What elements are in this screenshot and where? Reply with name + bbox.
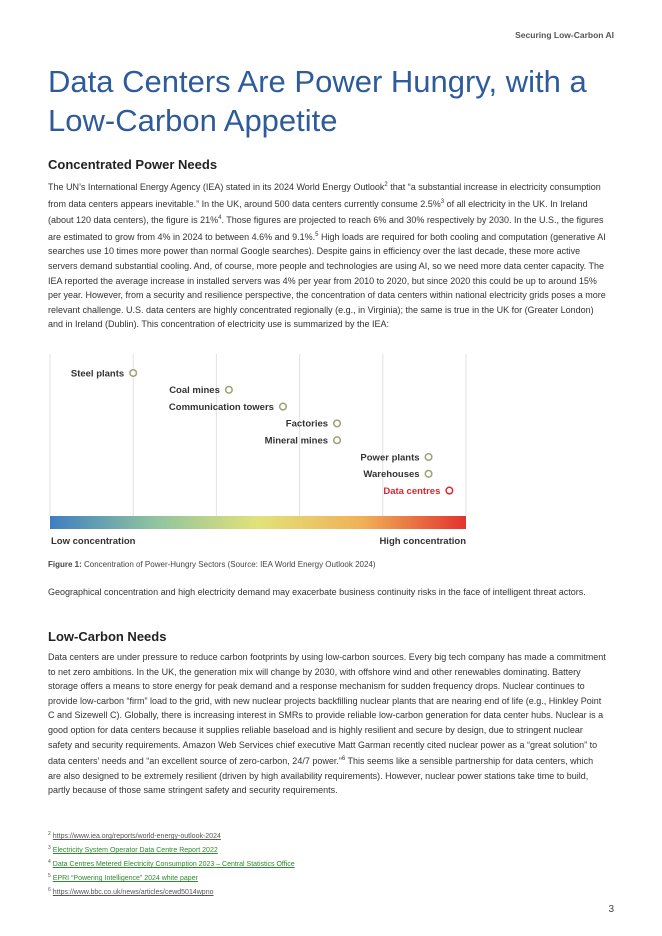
- point-coal-mines: [226, 387, 233, 394]
- footnote-link[interactable]: Electricity System Operator Data Centre Report 2022: [52, 847, 218, 854]
- footnote: [48, 844, 295, 858]
- section-heading-low-carbon: Low-Carbon Needs: [48, 629, 167, 644]
- para-text: The UN’s International Energy Agency (IEA) stated in its 2024 World Energy Outlook: [48, 182, 385, 192]
- footnote-link[interactable]: Data Centres Metered Electricity Consumption 2023 – Central Statistics Office: [52, 861, 295, 868]
- axis-label-low: Low concentration: [51, 536, 136, 547]
- para-text: . Those figures are projected to reach 6% and 30% respectively by 2030. In the U.S., the figures are estimated to grow from 4% in 2024 to between 4.6% and 9.1%.: [48, 215, 604, 242]
- paragraph-continuity-risks: Geographical concentration and high electricity demand may exacerbate business continuity risks in the face of intelligent threat actors.: [48, 587, 586, 597]
- footnote-ref[interactable]: 2: [384, 182, 388, 188]
- point-mineral-mines: [334, 437, 341, 444]
- page-number: 3: [608, 904, 614, 915]
- point-steel-plants: [130, 370, 137, 377]
- paragraph-low-carbon: [48, 650, 608, 798]
- footnote-number: 3: [48, 845, 51, 851]
- footnotes: [48, 830, 295, 900]
- figure-caption: [48, 560, 376, 569]
- running-header: Securing Low-Carbon AI: [515, 30, 614, 40]
- para-text: of all electricity in the UK. In Ireland (about 120 data centers), the figure is 21%: [48, 198, 588, 226]
- footnote: [48, 830, 295, 844]
- point-warehouses: [425, 471, 432, 478]
- footnote-number: 4: [48, 859, 51, 865]
- concentration-chart: [48, 348, 473, 553]
- point-label-mineral-mines: Mineral mines: [264, 435, 329, 447]
- point-label-warehouses: Warehouses: [363, 469, 420, 481]
- para-text: Data centers are under pressure to reduce carbon footprints by using low-carbon sources. Every big tech company has made a commitment to net zero ambitions. In the UK, the generation mix will change by 2030, with offshore wind and other renewables dominating. Battery storage offers a means to store energy for peak demand and a response mechanism for sudden frequency drops. Nuclear continues to provide low-carbon “firm” load to the grid, with new nuclear projects backfilling nuclear plants that are nearing end of life (e.g., Hinkley Point C and Sizewell C). Globally, there is increasing interest in SMRs to provide reliable low-carbon generation for data center hubs. Nuclear is a good option for data centers because it supplies reliable baseload and is highly resilient and secure by design, due to stringent nuclear safety and security requirements. Amazon Web Services chief executive Matt Garman recently cited nuclear power as a “great solution” to data centers’ needs and “an excellent source of zero-carbon, 24/7 power.”: [48, 652, 606, 767]
- footnote-link[interactable]: EPRI “Powering Intelligence” 2024 white paper: [52, 875, 198, 882]
- point-label-factories: Factories: [285, 418, 329, 430]
- footnote-ref[interactable]: 6: [341, 756, 346, 763]
- footnote: [48, 886, 295, 900]
- figure-label: Figure 1:: [48, 560, 82, 569]
- point-data-centres: [446, 487, 453, 494]
- axis-label-high: High concentration: [379, 536, 466, 547]
- footnote: [48, 858, 295, 872]
- footnote-number: 5: [48, 873, 51, 879]
- para-text: that “a substantial increase in electricity consumption from data centers appears inevitable.” In the UK, around 500 data centers currently consume 2.5%: [48, 182, 601, 209]
- page-title: Data Centers Are Power Hungry, with a Low-Carbon Appetite: [48, 64, 587, 138]
- concentration-gradient-bar: [50, 516, 466, 529]
- footnote-ref[interactable]: 4: [218, 215, 222, 222]
- point-power-plants: [425, 454, 432, 461]
- footnote-number: 6: [48, 887, 51, 893]
- section-heading-concentrated-power: Concentrated Power Needs: [48, 157, 218, 172]
- footnote-number: 2: [48, 831, 51, 837]
- point-label-steel-plants: Steel plants: [70, 368, 125, 380]
- point-factories: [334, 420, 341, 427]
- point-label-coal-mines: Coal mines: [169, 385, 220, 397]
- point-label-data-centres: Data centres: [383, 485, 441, 497]
- footnote: [48, 872, 295, 886]
- paragraph-concentrated-power: [48, 178, 608, 332]
- footnote-ref[interactable]: 5: [315, 231, 319, 238]
- point-communication-towers: [280, 403, 287, 410]
- para-text: High loads are required for both cooling and computation (generative AI searches use 10 times more power than normal Google searches). Despite gains in efficiency over the last decade, these more active servers demand substantial cooling. And, of course, more people and technologies are using AI, so we need more data center capacity. The IEA reported the average increase in installed servers was 4% per year from 2010 to 2020, but since 2020 this could be up to around 15% per year. However, from a security and resilience perspective, the concentration of data centers within national electricity grids poses a more relevant challenge. U.S. data centers are highly concentrated regionally (e.g., in Virginia); the same is true in the UK for (Greater London) and in Ireland (Dublin). This concentration of electricity use is summarized by the IEA:: [48, 231, 606, 330]
- footnote-ref[interactable]: 3: [440, 198, 445, 205]
- point-label-power-plants: Power plants: [360, 452, 420, 464]
- figure-caption-text: Concentration of Power-Hungry Sectors (Source: IEA World Energy Outlook 2024): [81, 560, 376, 569]
- para-text: This seems like a sensible partnership for data centers, which are also designed to be extremely resilient (driven by high availability requirements). However, nuclear power stations take time to build, partly because of those same stringent safety and security requirements.: [48, 756, 594, 796]
- point-label-communication-towers: Communication towers: [168, 401, 274, 413]
- footnote-link[interactable]: https://www.bbc.co.uk/news/articles/cewd5014wpno: [52, 889, 214, 896]
- footnote-link[interactable]: https://www.iea.org/reports/world-energy-outlook-2024: [52, 833, 221, 840]
